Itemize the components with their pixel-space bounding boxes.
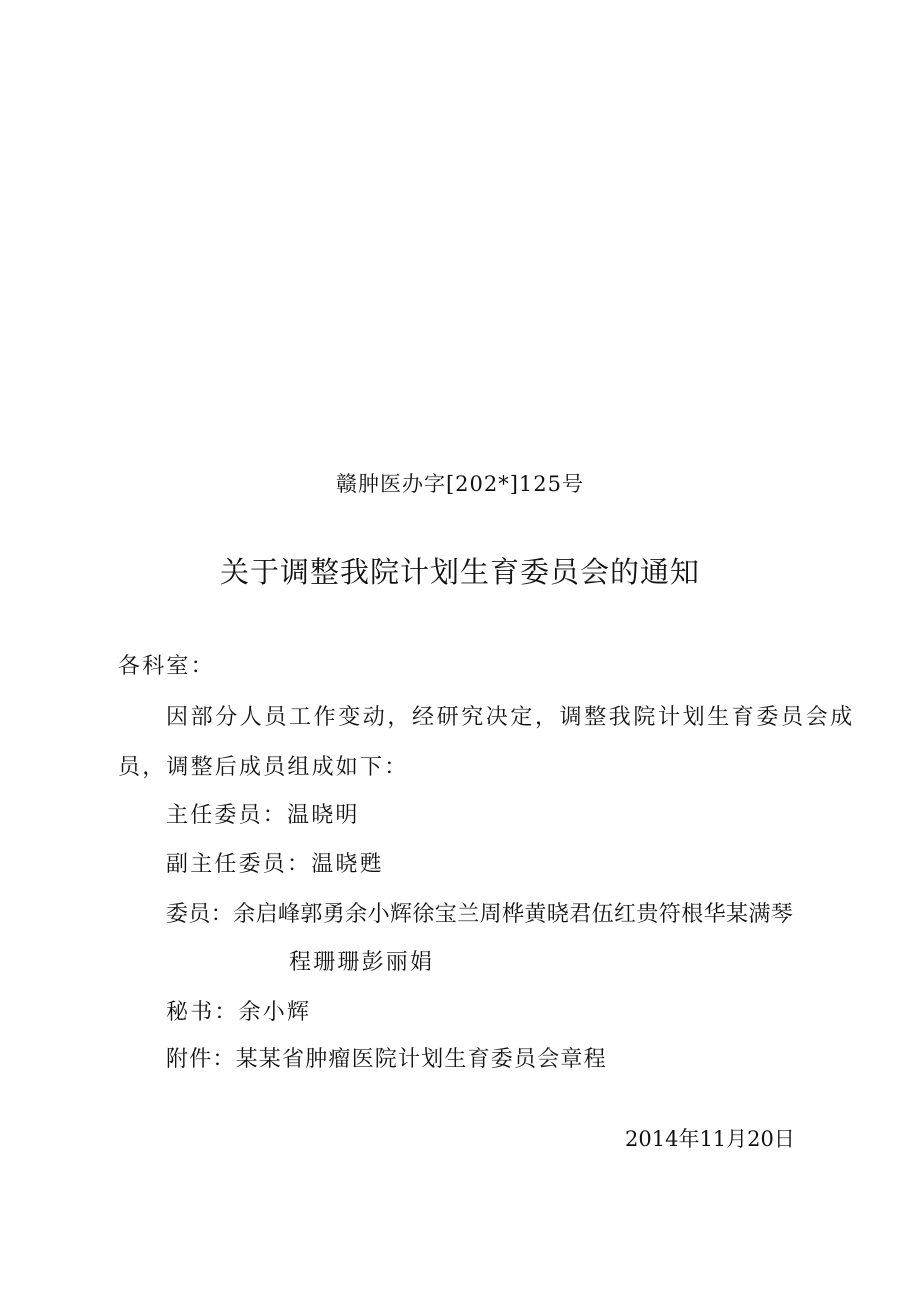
paragraph-line-1: 因部分人员工作变动，经研究决定，调整我院计划生育委员会成 xyxy=(166,705,855,730)
document-date: 2014年11月20日 xyxy=(625,1127,795,1151)
members-line-2: 程珊珊彭丽娟 xyxy=(289,950,435,975)
salutation: 各科室： xyxy=(118,654,215,679)
attachment-line: 附件：某某省肿瘤医院计划生育委员会章程 xyxy=(166,1047,607,1072)
paragraph-line-2: 员，调整后成员组成如下： xyxy=(118,755,409,780)
director-line: 主任委员：温晓明 xyxy=(166,803,360,828)
secretary-line: 秘书：余小辉 xyxy=(166,1000,312,1025)
members-line-1: 委员：余启峰郭勇余小辉徐宝兰周桦黄晓君伍红贵符根华某满琴 xyxy=(166,902,794,927)
document-title: 关于调整我院计划生育委员会的通知 xyxy=(219,555,700,589)
vice-director-line: 副主任委员：温晓甦 xyxy=(166,852,384,877)
document-number: 赣肿医办字[202*]125号 xyxy=(335,472,585,496)
